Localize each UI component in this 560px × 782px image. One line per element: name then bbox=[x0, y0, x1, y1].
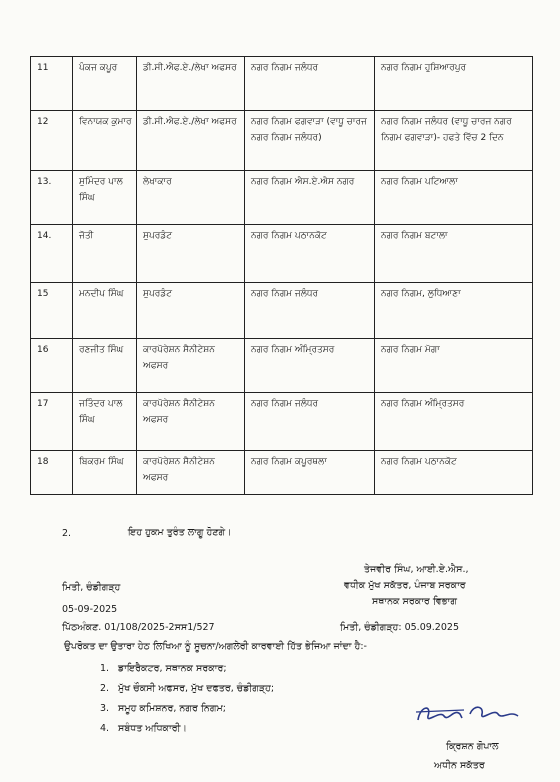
designation: ਕਾਰਪੋਰੇਸ਼ਨ ਸੈਨੀਟੇਸ਼ਨ ਅਫਸਰ bbox=[137, 451, 245, 495]
current-posting: ਨਗਰ ਨਿਗਮ ਜਲੰਧਰ bbox=[245, 57, 375, 111]
recipient-number: 1. bbox=[100, 663, 110, 674]
designation: ਲੇਖਾਕਾਰ bbox=[137, 171, 245, 225]
paragraph-text: ਇਹ ਹੁਕਮ ਤੁਰੰਤ ਲਾਗੂ ਹੋਣਗੇ। bbox=[128, 527, 232, 538]
serial-number: 13. bbox=[31, 171, 73, 225]
table-row bbox=[31, 171, 533, 225]
issuer-name: ਤੇਜਵੀਰ ਸਿੰਘ, ਆਈ.ਏ.ਐਸ., bbox=[364, 564, 469, 575]
current-posting: ਨਗਰ ਨਿਗਮ ਜਲੰਧਰ bbox=[245, 393, 375, 451]
table-row bbox=[31, 393, 533, 451]
issuer-designation: ਵਧੀਕ ਮੁੱਖ ਸਕੱਤਰ, ਪੰਜਾਬ ਸਰਕਾਰ bbox=[344, 580, 466, 591]
officer-name: ਵਿਨਾਯਕ ਕੁਮਾਰ bbox=[73, 111, 137, 171]
current-posting: ਨਗਰ ਨਿਗਮ ਐਸ.ਏ.ਐਸ ਨਗਰ bbox=[245, 171, 375, 225]
recipient-text: ਸਬੰਧਤ ਅਧਿਕਾਰੀ। bbox=[118, 723, 187, 734]
table-row bbox=[31, 111, 533, 171]
new-posting: ਨਗਰ ਨਿਗਮ ਪਟਿਆਲਾ bbox=[375, 171, 533, 225]
current-posting: ਨਗਰ ਨਿਗਮ ਅੰਮ੍ਰਿਤਸਰ bbox=[245, 339, 375, 393]
designation: ਸੁਪਰਡੰਟ bbox=[137, 283, 245, 339]
new-posting: ਨਗਰ ਨਿਗਮ ਮੋਗਾ bbox=[375, 339, 533, 393]
serial-number: 12 bbox=[31, 111, 73, 171]
officer-name: ਸੁਮਿੰਦਰ ਪਾਲ ਸਿੰਘ bbox=[73, 171, 137, 225]
serial-number: 11 bbox=[31, 57, 73, 111]
new-posting: ਨਗਰ ਨਿਗਮ, ਲੁਧਿਆਣਾ bbox=[375, 283, 533, 339]
officer-name: ਬਿਕਰਮ ਸਿੰਘ bbox=[73, 451, 137, 495]
order-date: 05-09-2025 bbox=[62, 604, 118, 615]
serial-number: 16 bbox=[31, 339, 73, 393]
current-posting: ਨਗਰ ਨਿਗਮ ਜਲੰਧਰ bbox=[245, 283, 375, 339]
recipient-text: ਸਮੂਹ ਕਮਿਸ਼ਨਰ, ਨਗਰ ਨਿਗਮ; bbox=[118, 703, 226, 714]
table-row bbox=[31, 339, 533, 393]
handwritten-signature bbox=[410, 698, 530, 732]
designation: ਕਾਰਪੋਰੇਸ਼ਨ ਸੈਨੀਟੇਸ਼ਨ ਅਫਸਰ bbox=[137, 393, 245, 451]
serial-number: 17 bbox=[31, 393, 73, 451]
serial-number: 14. bbox=[31, 225, 73, 283]
table-row bbox=[31, 451, 533, 495]
transfer-table bbox=[30, 56, 533, 495]
place-label: ਮਿਤੀ, ਚੰਡੀਗੜ੍ਹ bbox=[62, 582, 121, 593]
recipient-number: 2. bbox=[100, 683, 110, 694]
officer-name: ਮਨਦੀਪ ਸਿੰਘ bbox=[73, 283, 137, 339]
signatory-name: ਕ੍ਰਿਸ਼ਨ ਗੋਪਾਲ bbox=[446, 741, 499, 752]
serial-number: 15 bbox=[31, 283, 73, 339]
new-posting: ਨਗਰ ਨਿਗਮ ਬਟਾਲਾ bbox=[375, 225, 533, 283]
signatory-designation: ਅਧੀਨ ਸਕੱਤਰ bbox=[434, 760, 485, 771]
endorsement-date: ਮਿਤੀ, ਚੰਡੀਗੜ੍ਹ: 05.09.2025 bbox=[340, 622, 459, 633]
endorsement-number: ਪਿੱਠਅੰਕਣ. 01/108/2025-2ਸਸ1/527 bbox=[62, 622, 215, 633]
copy-forward-note: ਉਪਰੋਕਤ ਦਾ ਉਤਾਰਾ ਹੇਠ ਲਿਖਿਆ ਨੂੰ ਸੂਚਨਾ/ਅਗਲੇਰੀ ਕਾਰਵਾਈ ਹਿੱਤ ਭੇਜਿਆ ਜਾਂਦਾ ਹੈ:- bbox=[64, 641, 367, 652]
serial-number: 18 bbox=[31, 451, 73, 495]
paragraph-number: 2. bbox=[62, 528, 72, 539]
new-posting: ਨਗਰ ਨਿਗਮ ਅੰਮ੍ਰਿਤਸਰ bbox=[375, 393, 533, 451]
new-posting: ਨਗਰ ਨਿਗਮ ਜਲੰਧਰ (ਵਾਧੂ ਚਾਰਜ ਨਗਰ ਨਿਗਮ ਫਗਵਾੜਾ)- ਹਫਤੇ ਵਿੱਚ 2 ਦਿਨ bbox=[375, 111, 533, 171]
officer-name: ਰਣਜੀਤ ਸਿੰਘ bbox=[73, 339, 137, 393]
designation: ਸੁਪਰਡੰਟ bbox=[137, 225, 245, 283]
new-posting: ਨਗਰ ਨਿਗਮ ਪਠਾਨਕੋਟ bbox=[375, 451, 533, 495]
current-posting: ਨਗਰ ਨਿਗਮ ਕਪੂਰਥਲਾ bbox=[245, 451, 375, 495]
recipient-number: 4. bbox=[100, 723, 110, 734]
designation: ਡੀ.ਸੀ.ਐਫ.ਏ./ਲੇਖਾ ਅਫਸਰ bbox=[137, 111, 245, 171]
officer-name: ਜਤਿੰਦਰ ਪਾਲ ਸਿੰਘ bbox=[73, 393, 137, 451]
table-row bbox=[31, 225, 533, 283]
issuer-department: ਸਥਾਨਕ ਸਰਕਾਰ ਵਿਭਾਗ bbox=[372, 596, 457, 607]
table-row bbox=[31, 57, 533, 111]
recipient-text: ਡਾਇਰੈਕਟਰ, ਸਥਾਨਕ ਸਰਕਾਰ; bbox=[118, 663, 227, 674]
current-posting: ਨਗਰ ਨਿਗਮ ਪਠਾਨਕੋਟ bbox=[245, 225, 375, 283]
officer-name: ਪੰਕਜ ਕਪੂਰ bbox=[73, 57, 137, 111]
officer-name: ਜੋਤੀ bbox=[73, 225, 137, 283]
designation: ਡੀ.ਸੀ.ਐਫ.ਏ./ਲੇਖਾ ਅਫਸਰ bbox=[137, 57, 245, 111]
table-row bbox=[31, 283, 533, 339]
recipient-text: ਮੁੱਖ ਚੌਕਸੀ ਅਫਸਰ, ਮੁੱਖ ਦਫਤਰ, ਚੰਡੀਗੜ੍ਹ; bbox=[118, 683, 275, 694]
designation: ਕਾਰਪੋਰੇਸ਼ਨ ਸੈਨੀਟੇਸ਼ਨ ਅਫਸਰ bbox=[137, 339, 245, 393]
current-posting: ਨਗਰ ਨਿਗਮ ਫਗਵਾੜਾ (ਵਾਧੂ ਚਾਰਜ ਨਗਰ ਨਿਗਮ ਜਲੰਧਰ) bbox=[245, 111, 375, 171]
recipient-number: 3. bbox=[100, 703, 110, 714]
new-posting: ਨਗਰ ਨਿਗਮ ਹੁਸ਼ਿਆਰਪੁਰ bbox=[375, 57, 533, 111]
